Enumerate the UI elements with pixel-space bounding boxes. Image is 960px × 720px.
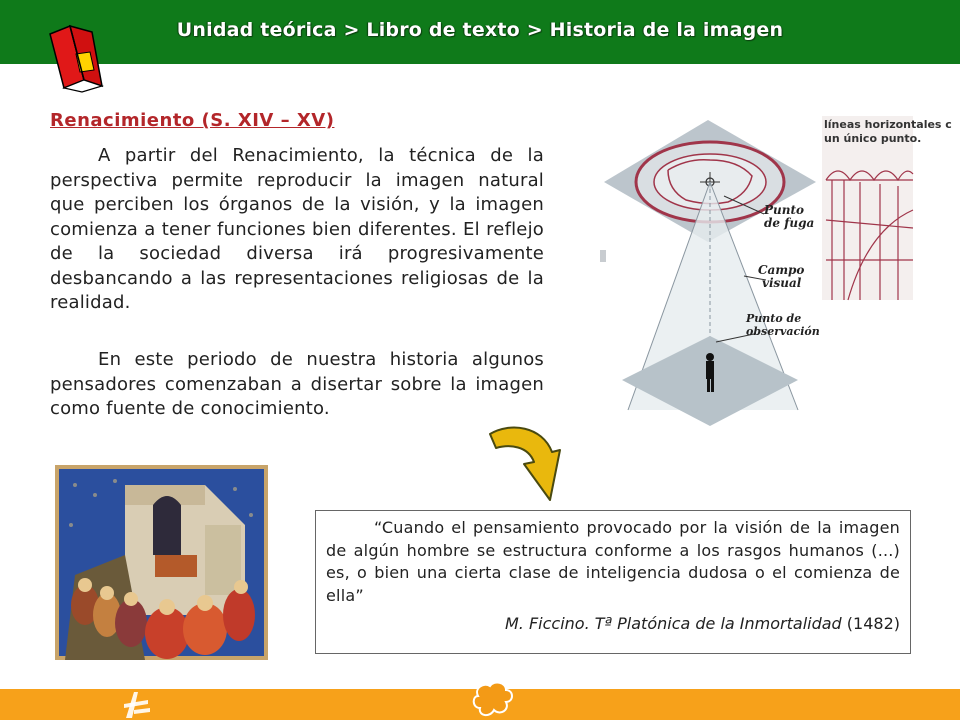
label-vanishing-point-line1: Punto <box>764 203 805 217</box>
breadcrumb: Unidad teórica > Libro de texto > Historia de la imagen <box>176 19 784 41</box>
giotto-painting <box>55 465 268 660</box>
perspective-diagram <box>598 110 952 430</box>
cloister-caption-line1: líneas horizontales c <box>824 118 952 131</box>
paragraph-thinkers: En este periodo de nuestra historia algunos pensadores comenzaban a disertar sobre la imagen como fuente de conocimiento. <box>50 349 544 419</box>
cloister-caption <box>824 118 952 145</box>
quote-source <box>326 614 900 633</box>
quote-year: (1482) <box>846 614 900 633</box>
label-observation-point-line2: observación <box>746 325 820 338</box>
book-icon <box>40 22 112 94</box>
quote-source-title: M. Ficcino. Tª Platónica de la Inmortalidad <box>504 614 842 633</box>
label-vanishing-point-line2: de fuga <box>764 216 815 230</box>
label-observation-point-line1: Punto de <box>746 312 802 325</box>
cloister-caption-line2: un único punto. <box>824 132 922 145</box>
label-visual-field-line2: visual <box>762 276 802 290</box>
puzzle-icon[interactable] <box>470 678 516 720</box>
paragraph-renaissance-intro: A partir del Renacimiento, la técnica de la perspectiva permite reproducir la imagen natural que perciben los órganos de la visión, y la imagen comienza a tener funciones bien diferentes. El reflejo de la sociedad diversa irá progresivamente desbancando a las representaciones religiosas de la realidad. <box>50 145 544 313</box>
label-visual-field <box>758 263 804 290</box>
section-title: Renacimiento (S. XIV – XV) <box>50 110 335 131</box>
logo-icon[interactable] <box>120 686 154 720</box>
curved-arrow-icon <box>486 418 578 508</box>
observer-figure <box>706 353 714 392</box>
label-visual-field-line1: Campo <box>758 263 805 277</box>
quote-box <box>315 510 911 654</box>
quote-text: “Cuando el pensamiento provocado por la visión de la imagen de algún hombre se estructura conforme a los rasgos humanos (...) es, o bien una cierta clase de inteligencia dudosa o el comienza de ella” <box>326 518 900 605</box>
